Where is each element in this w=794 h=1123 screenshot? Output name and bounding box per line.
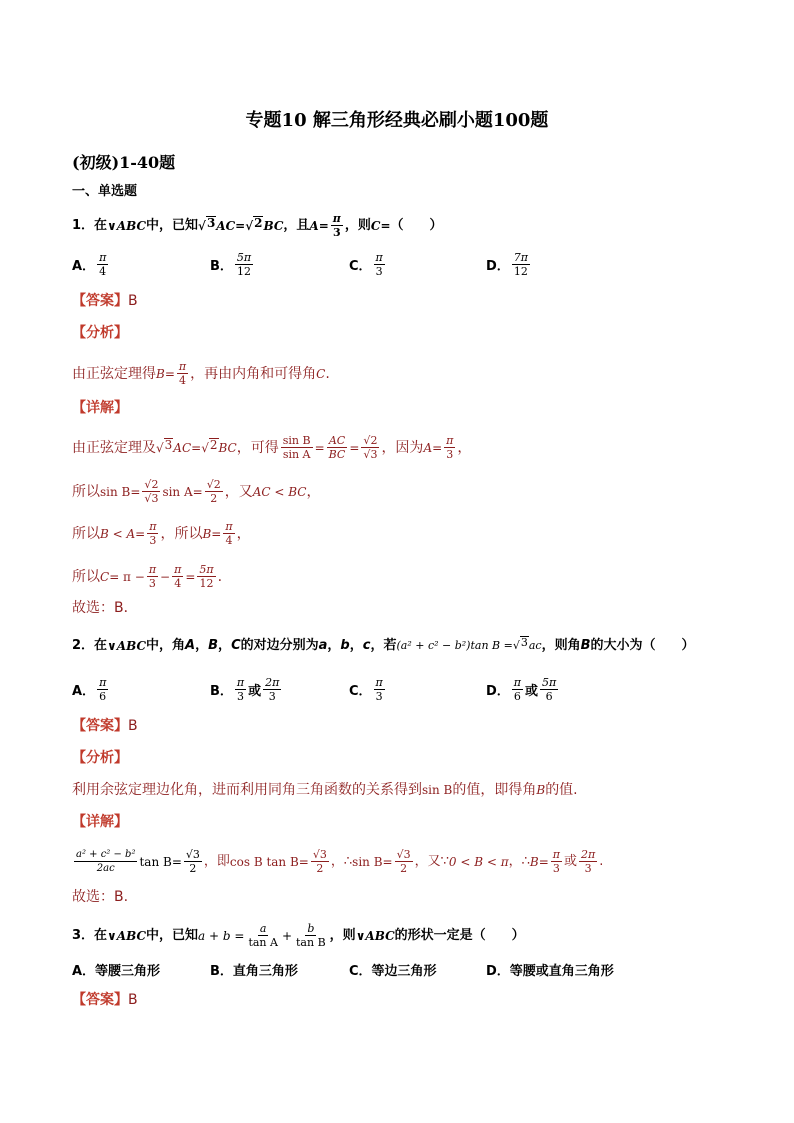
question-1: 1．在 ∨ABC 中，已知 √ 3 AC = √ 2 BC ，且 A = $\frac{\pi}{3}$ ，则 C = （ ） bbox=[72, 212, 443, 239]
q3-option-b[interactable]: B．直角三角形 bbox=[210, 964, 298, 979]
q1-detail-line-1: 由正弦定理及 √ 3 AC = √ 2 BC ，可得 $\frac{\text{sin B}}{\text{sin A}}$ = $\frac{AC}{BC}$ = $\frac{√2}{√3}$ ，因为 A = $\frac{\pi}{3}$ ， bbox=[72, 434, 472, 461]
q2-option-d[interactable]: D． $\frac{\pi}{6}$ 或 $\frac{5\pi}{6}$ bbox=[486, 676, 557, 703]
q1-option-b[interactable]: B． $\frac{5\pi}{12}$ bbox=[210, 251, 252, 278]
question-2: 2．在 ∨ABC 中，角 A ， B ， C 的对边分别为 a ， b ， c ，若 (a² + c² − b²)tan B = √ 3 ac ，则角 B 的大小为（ ） bbox=[72, 636, 695, 653]
q1-choose: 故选：B． bbox=[72, 600, 138, 616]
q2-option-b[interactable]: B． $\frac{\pi}{3}$ 或 $\frac{2\pi}{3}$ bbox=[210, 676, 280, 703]
document-subtitle: (初级)1-40题 bbox=[72, 153, 176, 172]
q2-answer: 【答案】 B bbox=[72, 718, 138, 734]
sqrt-symbol: √ 3 bbox=[198, 215, 216, 233]
q2-analysis-label: 【分析】 bbox=[72, 750, 128, 766]
section-heading: 一、单选题 bbox=[72, 184, 138, 199]
q1-option-c[interactable]: C． $\frac{\pi}{3}$ bbox=[349, 251, 383, 278]
q1-detail-line-3: 所以 B < A = $\frac{\pi}{3}$ ，所以 B = $\frac{\pi}{4}$ ， bbox=[72, 520, 251, 547]
q1-detail-label: 【详解】 bbox=[72, 400, 128, 416]
q2-option-a[interactable]: A． $\frac{\pi}{6}$ bbox=[72, 676, 107, 703]
q1-detail-line-4: 所以 C = π − $\frac{\pi}{3}$ − $\frac{\pi}{4}$ = $\frac{5\pi}{12}$ . bbox=[72, 563, 223, 590]
q1-option-a[interactable]: A． $\frac{\pi}{4}$ bbox=[72, 251, 107, 278]
q2-choose: 故选：B. bbox=[72, 889, 129, 905]
document-title: 专题10 解三角形经典必刷小题100题 bbox=[245, 110, 549, 131]
q3-option-c[interactable]: C．等边三角形 bbox=[349, 964, 437, 979]
q2-detail-label: 【详解】 bbox=[72, 814, 128, 830]
q2-option-c[interactable]: C． $\frac{\pi}{3}$ bbox=[349, 676, 383, 703]
q3-option-a[interactable]: A．等腰三角形 bbox=[72, 964, 161, 979]
q1-analysis-label: 【分析】 bbox=[72, 325, 128, 341]
q3-answer: 【答案】 B bbox=[72, 992, 138, 1008]
q1-analysis-text: 由正弦定理得 B = $\frac{\pi}{4}$ ，再由内角和可得角 C . bbox=[72, 360, 330, 387]
question-3: 3．在 ∨ABC 中，已知 a + b = $\frac{a}{\text{tan A}}$ + $\frac{b}{\text{tan B}}$ ，则 ∨ABC 的形状一定是（ ） bbox=[72, 922, 525, 949]
fraction: $\frac{\pi}{3}$ bbox=[332, 212, 341, 239]
q3-option-d[interactable]: D．等腰或直角三角形 bbox=[486, 964, 614, 979]
q1-detail-line-2: 所以 sin B = $\frac{√2}{√3}$ sin A = $\frac{√2}{2}$ ，又 AC < BC ， bbox=[72, 478, 321, 505]
q2-detail-line-1: $\frac{\text{a² + c² − b²}}{2ac}$ tan B = $\frac{√3}{2}$ ，即 cos B tan B = $\frac{√3}{2}$ ，∴ sin B = $\frac{√3}{2}$ ，又∵ 0 < B < π ，∴ B = $\frac{\pi}{3}$ 或 $\frac{2\pi}{3}$ . bbox=[76, 848, 604, 875]
q1-answer: 【答案】 B bbox=[72, 293, 138, 309]
sqrt-symbol: √ 2 bbox=[245, 215, 263, 233]
q2-analysis-text: 利用余弦定理边化角，进而利用同角三角函数的关系得到 sin B 的值，即得角 B 的值. bbox=[72, 782, 578, 798]
q1-option-d[interactable]: D． $\frac{7\pi}{12}$ bbox=[486, 251, 529, 278]
